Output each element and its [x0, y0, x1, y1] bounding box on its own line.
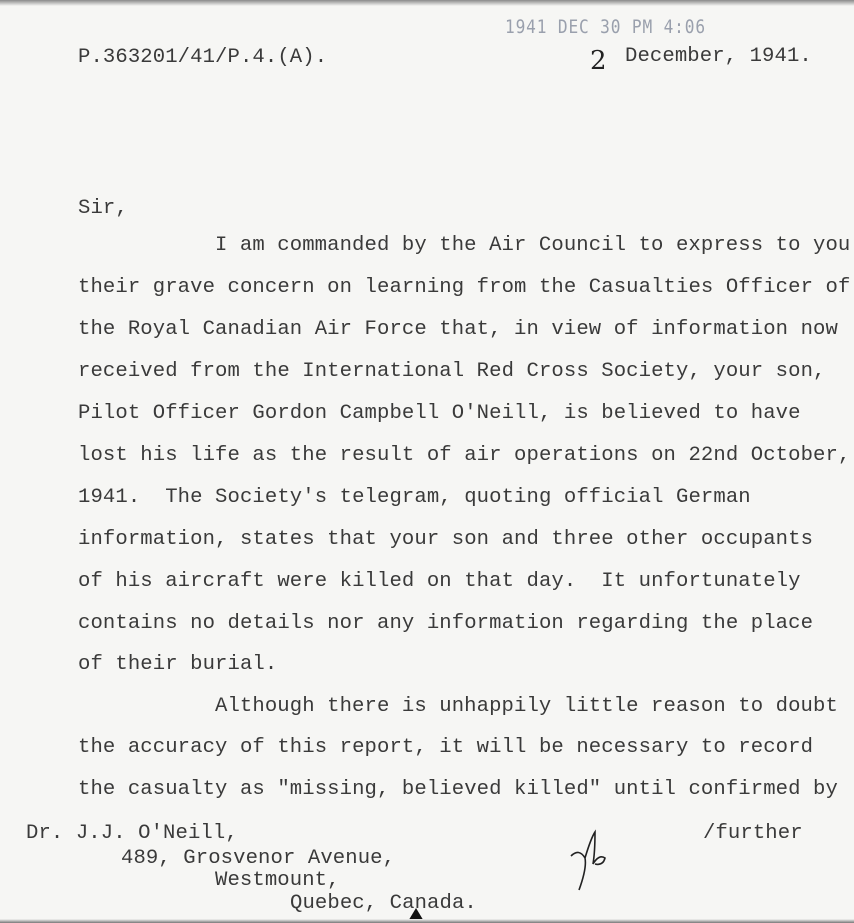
- salutation: Sir,: [78, 197, 128, 220]
- body-line: the accuracy of this report, it will be necessary to record: [78, 736, 814, 759]
- body-line: received from the International Red Cross Society, your son,: [78, 360, 826, 383]
- scan-top-edge: [0, 0, 854, 6]
- body-line: contains no details nor any information regarding the place: [78, 612, 814, 635]
- address-line: Westmount,: [215, 869, 340, 892]
- body-line: I am commanded by the Air Council to express to you: [215, 234, 851, 257]
- body-line: information, states that your son and three other occupants: [78, 528, 814, 551]
- letter-date: December, 1941.: [625, 45, 812, 68]
- body-line: Although there is unhappily little reason to doubt: [215, 695, 838, 718]
- reference-number: P.363201/41/P.4.(A).: [78, 46, 328, 69]
- body-line: the Royal Canadian Air Force that, in view of information now: [78, 318, 838, 341]
- handwritten-day: 2: [590, 46, 607, 76]
- address-line: 489, Grosvenor Avenue,: [121, 847, 396, 870]
- continuation-catchword: /further: [703, 822, 803, 845]
- body-line: of their burial.: [78, 653, 278, 676]
- handwritten-initials-signature: [565, 828, 615, 898]
- body-line: lost his life as the result of air operations on 22nd October,: [78, 444, 851, 467]
- body-line: 1941. The Society's telegram, quoting official German: [78, 486, 751, 509]
- scan-bottom-edge: [0, 919, 854, 923]
- received-date-stamp: 1941 DEC 30 PM 4:06: [505, 16, 706, 38]
- address-line: Dr. J.J. O'Neill,: [26, 822, 238, 845]
- body-line: of his aircraft were killed on that day. It unfortunately: [78, 570, 801, 593]
- body-line: the casualty as "missing, believed killed" until confirmed by: [78, 778, 838, 801]
- body-line: Pilot Officer Gordon Campbell O'Neill, is believed to have: [78, 402, 801, 425]
- body-line: their grave concern on learning from the Casualties Officer of: [78, 276, 851, 299]
- address-line: Quebec, Canada.: [290, 892, 477, 915]
